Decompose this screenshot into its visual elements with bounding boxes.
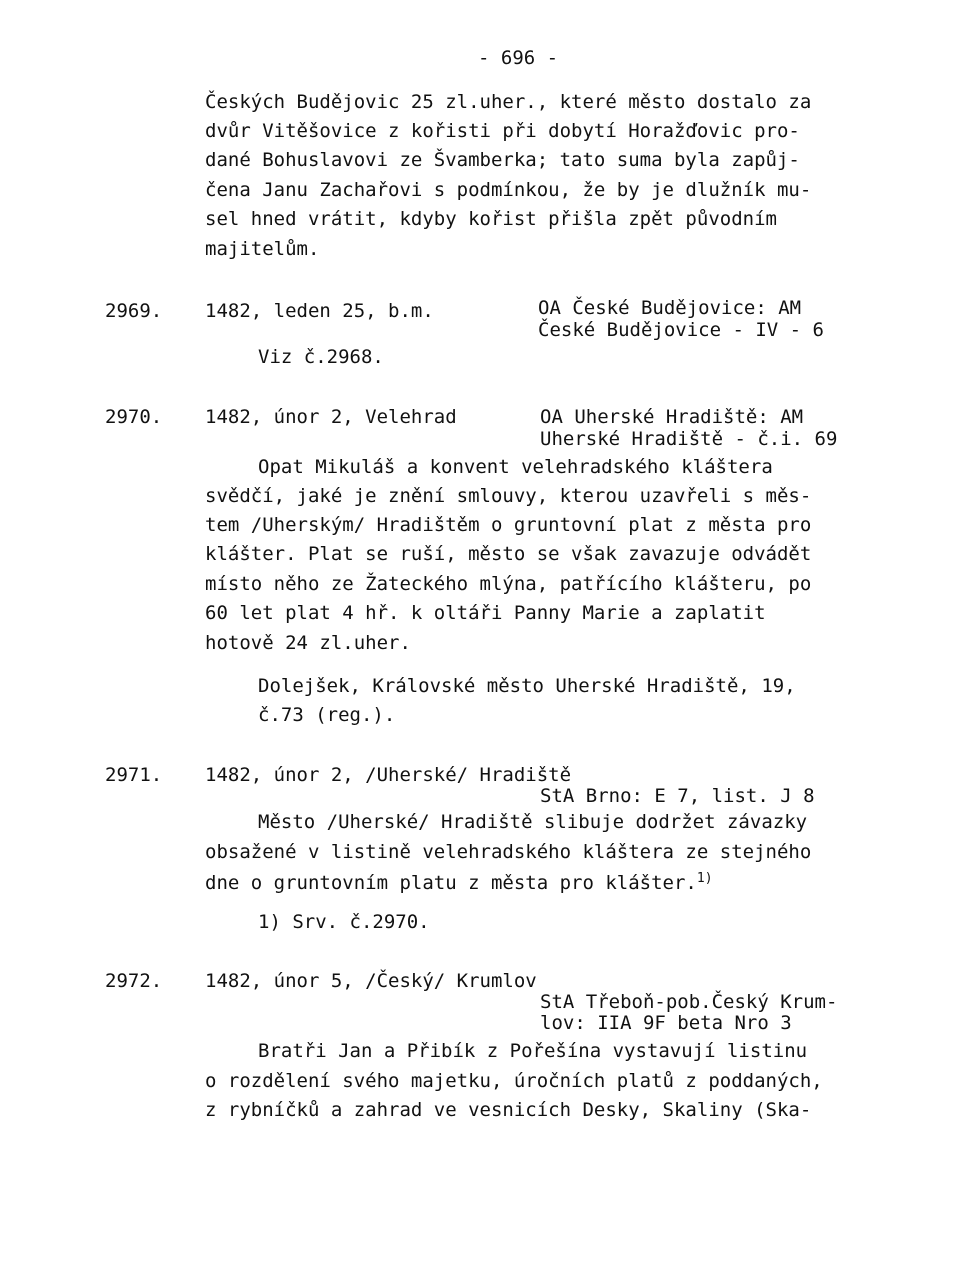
reference-line: č.73 (reg.). — [258, 704, 396, 726]
archive-line: StA Brno: E 7, list. J 8 — [540, 785, 815, 807]
entry-number: 2971. — [105, 764, 163, 786]
text-line: dané Bohuslavovi ze Švamberka; tato suma byla zapůj- — [205, 149, 800, 171]
text-line: Město /Uherské/ Hradiště slibuje dodržet závazky — [258, 811, 808, 833]
text-line: o rozdělení svého majetku, úročních platů z poddaných, — [205, 1070, 823, 1092]
reference-line: Dolejšek, Královské město Uherské Hradiště, 19, — [258, 675, 796, 697]
text-line — [205, 872, 713, 893]
text-line: z rybníčků a zahrad ve vesnicích Desky, Skaliny (Ska- — [205, 1099, 812, 1121]
archive-line: České Budějovice - IV - 6 — [538, 319, 824, 341]
text-line: 60 let plat 4 hř. k oltáři Panny Marie a zaplatit — [205, 602, 766, 624]
text-line: čena Janu Zachařovi s podmínkou, že by je dlužník mu- — [205, 179, 812, 201]
text-line: Bratři Jan a Přibík z Pořešína vystavují listinu — [258, 1040, 808, 1062]
text-line: sel hned vrátit, kdyby kořist přišla zpět původním — [205, 208, 777, 230]
archive-line: Uherské Hradiště - č.i. 69 — [540, 428, 838, 450]
text-line: tem /Uherským/ Hradištěm o gruntovní plat z města pro — [205, 514, 812, 536]
text-line: majitelům. — [205, 238, 320, 260]
archive-line: OA Uherské Hradiště: AM — [540, 406, 804, 428]
text-line: dvůr Vitěšovice z kořisti při dobytí Horažďovic pro- — [205, 120, 800, 142]
text-line: svědčí, jaké je znění smlouvy, kterou uzavřeli s měs- — [205, 485, 812, 507]
entry-text: Viz č.2968. — [258, 346, 384, 368]
footnote-marker: 1) — [696, 871, 713, 886]
entry-number: 2972. — [105, 970, 163, 992]
entry-date-place: 1482, únor 2, /Uherské/ Hradiště — [205, 764, 572, 786]
entry-date-place: 1482, leden 25, b.m. — [205, 300, 434, 322]
text-line: klášter. Plat se ruší, město se však zavazuje odvádět — [205, 543, 812, 565]
entry-number: 2969. — [105, 300, 163, 322]
text-line: hotově 24 zl.uher. — [205, 632, 411, 654]
text-line: obsažené v listině velehradského kláštera ze stejného — [205, 841, 812, 863]
text-line-content: dne o gruntovním platu z města pro klášter. — [205, 872, 697, 894]
entry-number: 2970. — [105, 406, 163, 428]
archive-line: OA České Budějovice: AM — [538, 297, 802, 319]
footnote: 1) Srv. č.2970. — [258, 911, 430, 933]
archive-line: StA Třeboň-pob.Český Krum- — [540, 991, 838, 1013]
text-line: Českých Budějovic 25 zl.uher., které město dostalo za — [205, 91, 812, 113]
entry-date-place: 1482, únor 5, /Český/ Krumlov — [205, 970, 537, 992]
entry-date-place: 1482, únor 2, Velehrad — [205, 406, 457, 428]
text-line: místo něho ze Žateckého mlýna, patřícího klášteru, po — [205, 573, 812, 595]
page-number: - 696 - — [478, 47, 559, 69]
archive-line: lov: IIA 9F beta Nro 3 — [540, 1012, 792, 1034]
text-line: Opat Mikuláš a konvent velehradského kláštera — [258, 456, 773, 478]
